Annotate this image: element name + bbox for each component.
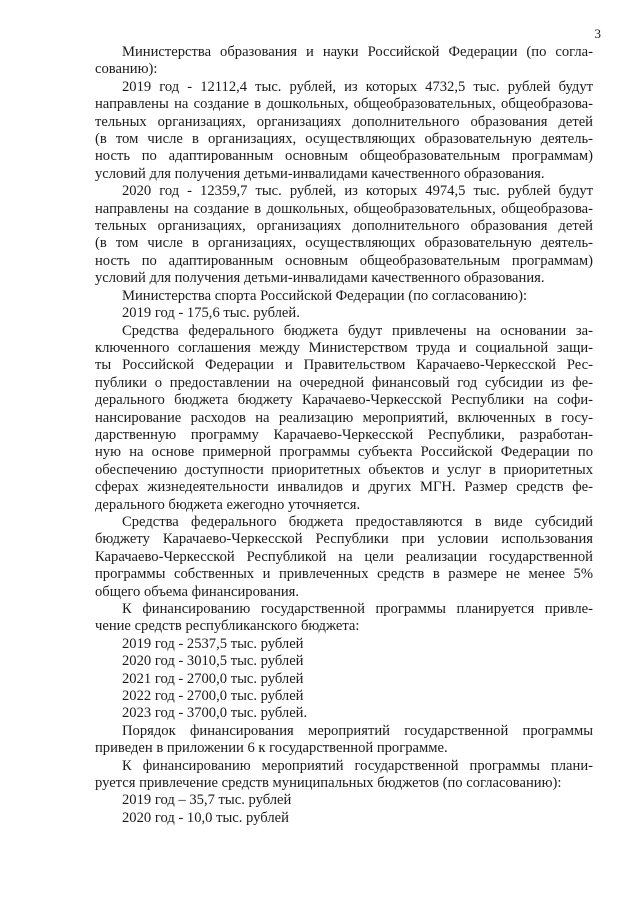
text-line: дерального бюджета бюджету Карачаево-Черкесской Республики на софи-	[95, 392, 593, 409]
text-line: 2019 год - 2537,5 тыс. рублей	[122, 635, 304, 652]
text-line: направлены на создание в дошкольных, общеобразовательных, общеобразова-	[95, 96, 593, 113]
text-line: направлены на создание в дошкольных, общеобразовательных, общеобразова-	[95, 200, 593, 217]
text-line: 2020 год - 3010,5 тыс. рублей	[122, 653, 304, 670]
text-line: Порядок финансирования мероприятий государственной программы	[122, 722, 593, 739]
text-line: 2019 год - 12112,4 тыс. рублей, из которых 4732,5 тыс. рублей будут	[122, 78, 593, 95]
text-line: условий для получения детьми-инвалидами качественного образования.	[95, 270, 545, 287]
text-line: ную на основе примерной программы субъекта Российской Федерации по	[95, 444, 593, 461]
document-body	[95, 44, 593, 827]
text-line: К финансированию государственной программы планируется привле-	[122, 601, 593, 617]
text-line: обеспечению доступности приоритетных объектов и услуг в приоритетных	[95, 461, 593, 478]
text-line: условий для получения детьми-инвалидами качественного образования.	[95, 165, 545, 182]
text-line: Министерства образования и науки Российской Федерации (по согла-	[122, 44, 593, 60]
text-line: (в том числе в организациях, осуществляющих образовательную деятель-	[95, 235, 593, 252]
text-line: программы собственных и привлеченных средств в размере не менее 5%	[95, 566, 593, 583]
text-line: дерального бюджета ежегодно уточняется.	[95, 496, 361, 513]
text-line: публики о предоставлении на очередной финансовый год субсидии из фе-	[95, 374, 593, 391]
text-line: 2020 год - 10,0 тыс. рублей	[122, 809, 289, 826]
text-line: руется привлечение средств муниципальных бюджетов (по согласованию):	[95, 775, 562, 792]
text-line: 2020 год - 12359,7 тыс. рублей, из которых 4974,5 тыс. рублей будут	[122, 183, 593, 200]
text-line: общего объема финансирования.	[95, 583, 300, 600]
text-line: ность по адаптированным основным общеобразовательным программам)	[95, 148, 593, 165]
text-line: 2022 год - 2700,0 тыс. рублей	[122, 688, 304, 705]
text-line: тельных организациях, организациях дополнительного образования детей	[95, 218, 593, 235]
text-line: К финансированию мероприятий государственной программы плани-	[122, 757, 593, 774]
text-line: Карачаево-Черкесской Республикой на цели реализации государственной	[95, 548, 593, 565]
page-number: 3	[594, 26, 601, 41]
text-line: ты Российской Федерации и Правительством Карачаево-Черкесской Рес-	[95, 357, 593, 374]
text-line: ключенного соглашения между Министерством труда и социальной защи-	[95, 339, 593, 356]
text-line: приведен в приложении 6 к государственной программе.	[95, 740, 448, 757]
text-line: дарственную программу Карачаево-Черкесской Республики, разработан-	[95, 426, 593, 443]
text-line: Средства федерального бюджета предоставляются в виде субсидий	[122, 513, 593, 530]
text-line: Министерства спорта Российской Федерации (по согласованию):	[122, 287, 528, 304]
text-line: сферах жизнедеятельности инвалидов и других МГН. Размер средств фе-	[95, 479, 593, 496]
text-line: нансирование расходов на реализацию мероприятий, включенных в госу-	[95, 409, 593, 426]
text-line: ность по адаптированным основным общеобразовательным программам)	[95, 252, 593, 269]
text-line: 2021 год - 2700,0 тыс. рублей	[122, 670, 304, 687]
text-line: 2019 год - 175,6 тыс. рублей.	[122, 305, 300, 322]
text-line: чение средств республиканского бюджета:	[95, 618, 360, 635]
text-line: сованию):	[95, 61, 158, 78]
text-line: Средства федерального бюджета будут привлечены на основании за-	[122, 322, 593, 339]
text-line: 2019 год – 35,7 тыс. рублей	[122, 792, 292, 809]
text-line: 2023 год - 3700,0 тыс. рублей.	[122, 705, 308, 722]
text-line: тельных организациях, организациях дополнительного образования детей	[95, 113, 593, 130]
text-line: бюджету Карачаево-Черкесской Республики при условии использования	[95, 531, 593, 548]
text-line: (в том числе в организациях, осуществляющих образовательную деятель-	[95, 131, 593, 148]
